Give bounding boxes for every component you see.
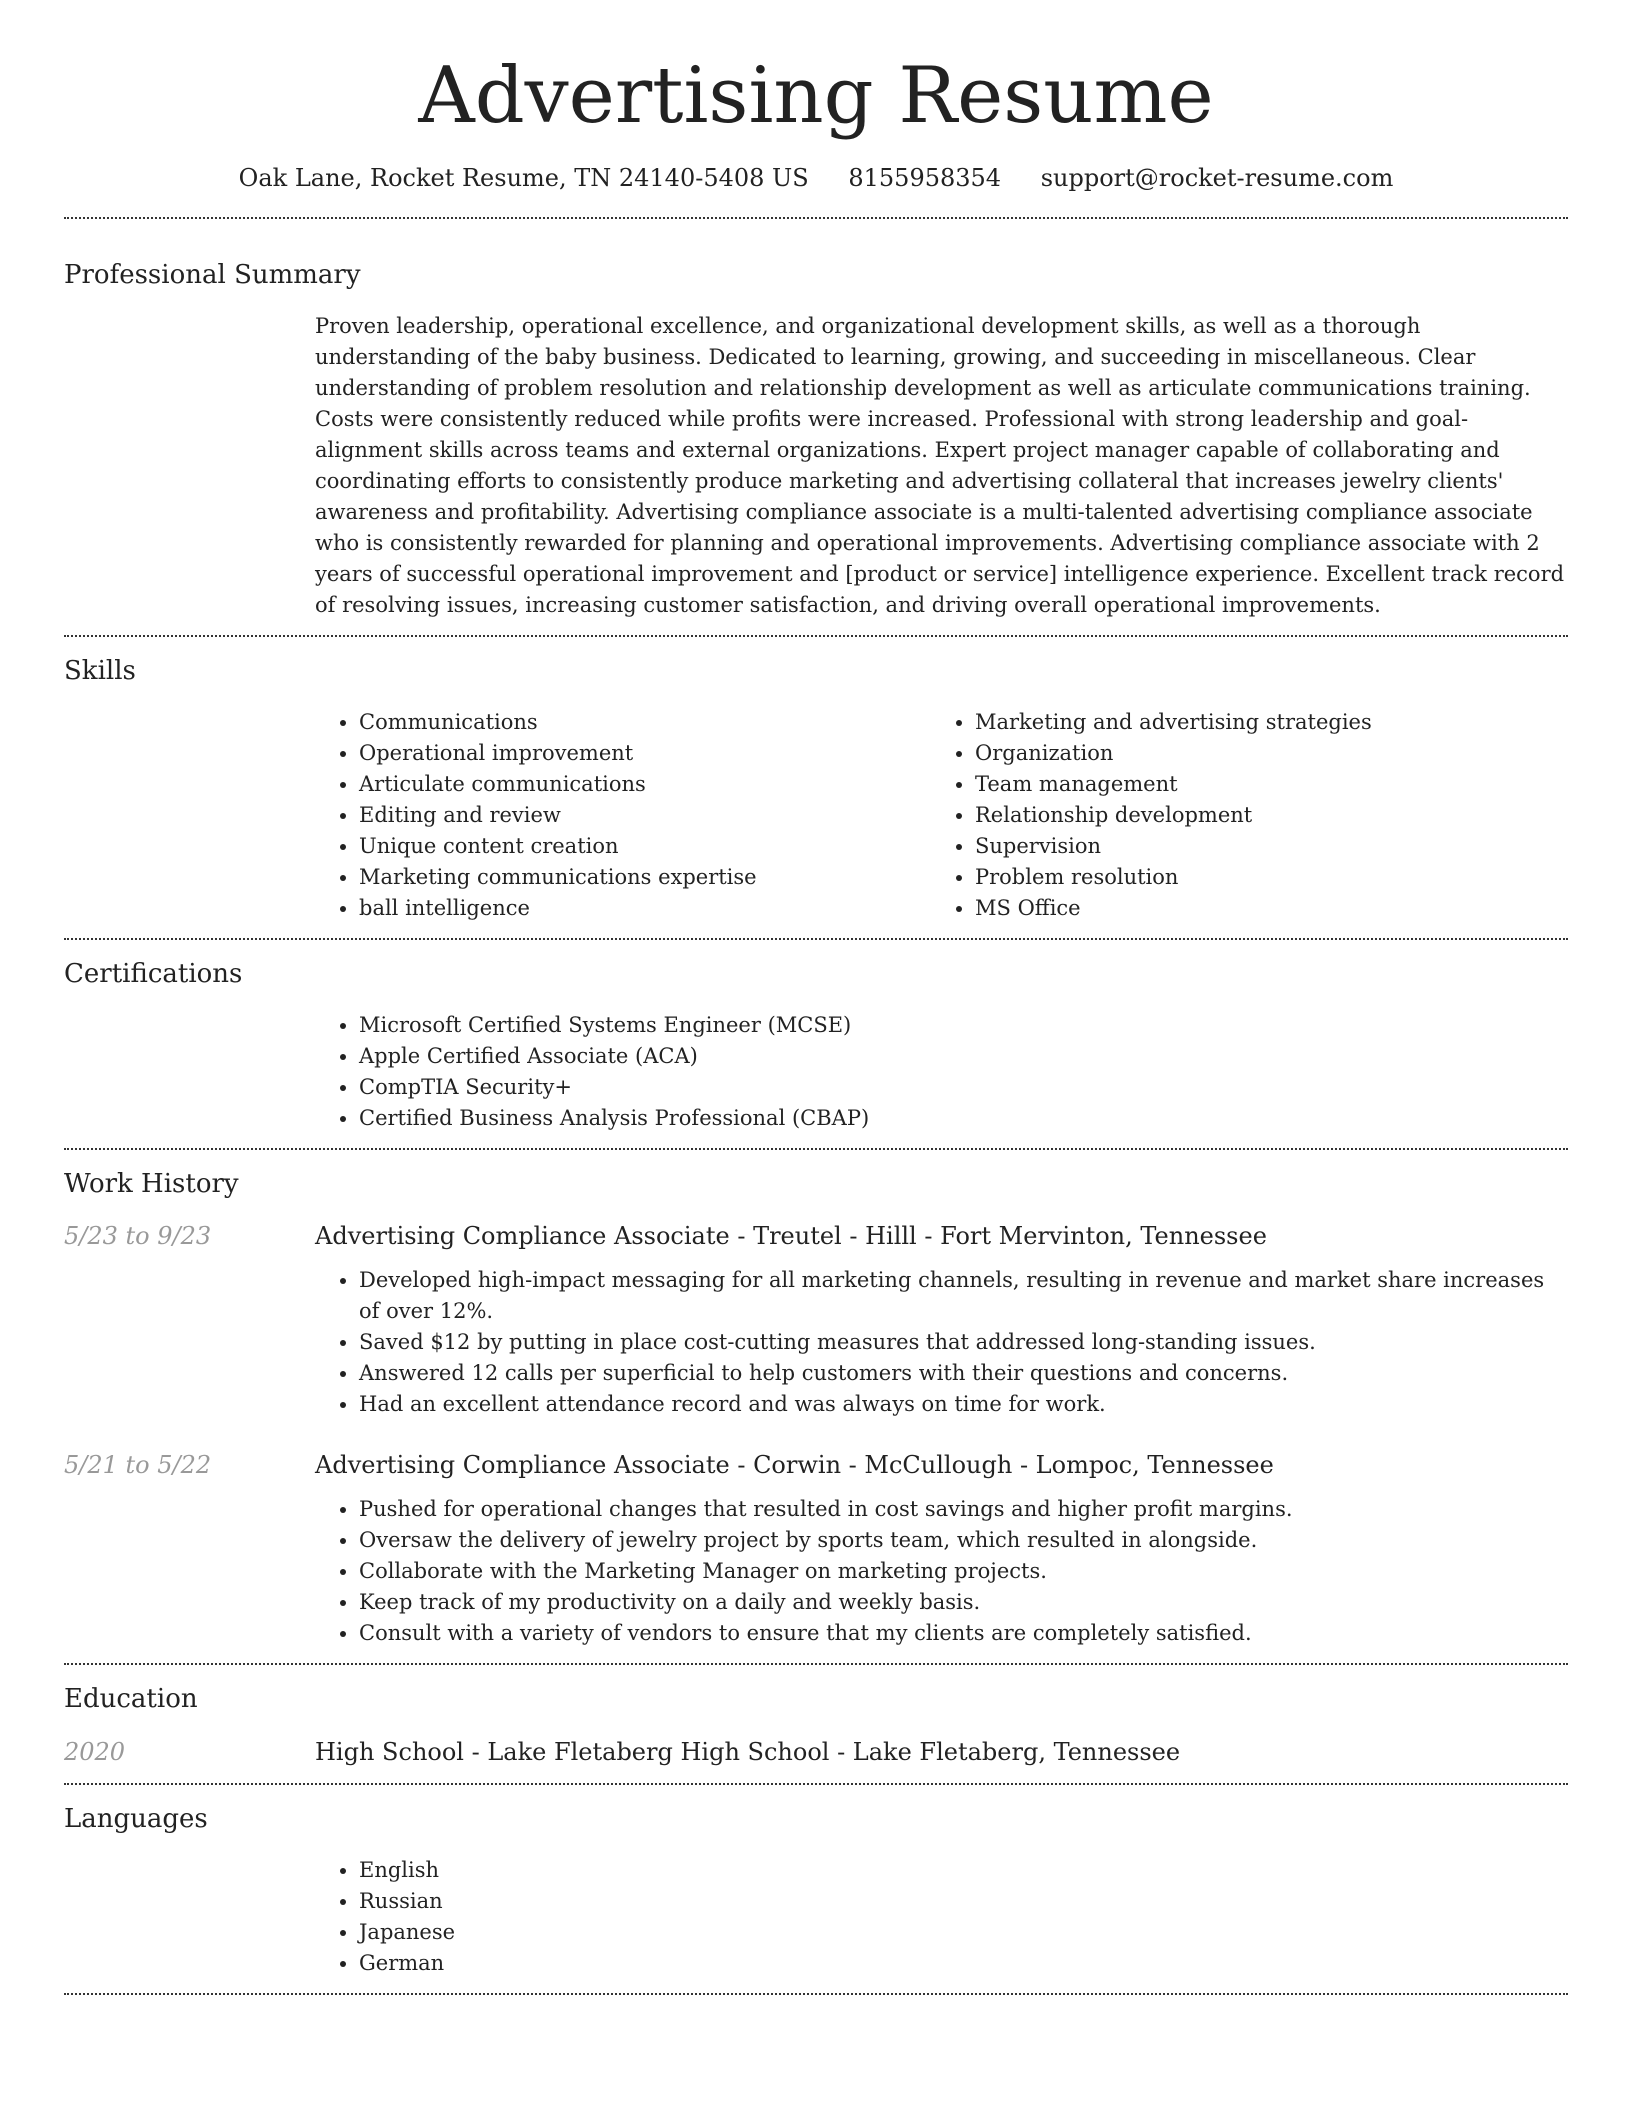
certifications-heading: Certifications <box>64 958 243 989</box>
education-section <box>64 1665 1568 1783</box>
list-item: • Articulate communications <box>359 769 931 800</box>
section-divider <box>64 1993 1568 1995</box>
contact-email: support@rocket-resume.com <box>1040 163 1394 192</box>
list-item: • Russian <box>359 1886 1568 1917</box>
work-entry-date: 5/23 to 9/23 <box>64 1222 212 1251</box>
list-item: • Apple Certified Associate (ACA) <box>359 1041 1568 1072</box>
list-item: • Oversaw the delivery of jewelry project by sports team, which resulted in alongside. <box>359 1525 1568 1556</box>
list-item: • Team management <box>975 769 1547 800</box>
summary-heading: Professional Summary <box>64 260 361 291</box>
languages-heading: Languages <box>64 1804 208 1835</box>
education-entry-date: 2020 <box>64 1738 126 1767</box>
work-entry-title: Advertising Compliance Associate - Treutel - Hilll - Fort Mervinton, Tennessee <box>315 1222 1267 1251</box>
list-item: • CompTIA Security+ <box>359 1072 1568 1103</box>
list-item: • Keep track of my productivity on a daily and weekly basis. <box>359 1587 1568 1618</box>
list-item: • Developed high-impact messaging for all marketing channels, resulting in revenue and market share increases of over 12%. <box>359 1265 1568 1327</box>
list-item: • Consult with a variety of vendors to ensure that my clients are completely satisfied. <box>359 1618 1568 1649</box>
list-item: • Answered 12 calls per superficial to help customers with their questions and concerns. <box>359 1358 1568 1389</box>
work-entry <box>64 1448 1568 1649</box>
list-item: • Organization <box>975 738 1547 769</box>
list-item: • Problem resolution <box>975 862 1547 893</box>
work-entry-bullets <box>315 1265 1568 1420</box>
list-item: • Saved $12 by putting in place cost-cutting measures that addressed long-standing issues. <box>359 1327 1568 1358</box>
summary-section <box>64 219 1568 635</box>
list-item: • ball intelligence <box>359 893 931 924</box>
skills-list-right <box>931 707 1547 924</box>
work-entry <box>64 1219 1568 1420</box>
list-item: • Relationship development <box>975 800 1547 831</box>
list-item: • English <box>359 1855 1568 1886</box>
work-heading: Work History <box>64 1168 239 1199</box>
work-entry-bullets <box>315 1494 1568 1649</box>
skills-heading: Skills <box>64 655 136 686</box>
education-entry <box>64 1735 1568 1769</box>
list-item: • German <box>359 1948 1568 1979</box>
contact-phone: 8155958354 <box>848 163 1002 192</box>
list-item: • Marketing and advertising strategies <box>975 707 1547 738</box>
list-item: • Editing and review <box>359 800 931 831</box>
languages-section <box>64 1785 1568 1993</box>
work-section <box>64 1150 1568 1664</box>
skills-list-left <box>315 707 931 924</box>
list-item: • Pushed for operational changes that resulted in cost savings and higher profit margins. <box>359 1494 1568 1525</box>
list-item: • Microsoft Certified Systems Engineer (MCSE) <box>359 1010 1568 1041</box>
list-item: • Had an excellent attendance record and was always on time for work. <box>359 1389 1568 1420</box>
list-item: • MS Office <box>975 893 1547 924</box>
list-item: • Marketing communications expertise <box>359 862 931 893</box>
education-heading: Education <box>64 1684 198 1715</box>
summary-text: Proven leadership, operational excellence, and organizational development skills, as well as a thorough understanding of the baby business. Dedicated to learning, growing, and succeeding in miscellaneous. Clear understanding of problem resolution and relationship development as well as articulate communications training. Costs were consistently reduced while profits were increased. Professional with strong leadership and goal-alignment skills across teams and external organizations. Expert project manager capable of collaborating and coordinating efforts to consistently produce marketing and advertising collateral that increases jewelry clients' awareness and profitability. Advertising compliance associate is a multi-talented advertising compliance associate who is consistently rewarded for planning and operational improvements. Advertising compliance associate with 2 years of successful operational improvement and [product or service] intelligence experience. Excellent track record of resolving issues, increasing customer satisfaction, and driving overall operational improvements. <box>315 313 1565 617</box>
resume-header <box>64 50 1568 195</box>
certifications-section <box>64 940 1568 1148</box>
list-item: • Japanese <box>359 1917 1568 1948</box>
list-item: • Unique content creation <box>359 831 931 862</box>
contact-line <box>64 162 1568 196</box>
resume-title: Advertising Resume <box>418 51 1214 141</box>
certifications-list <box>315 1010 1568 1134</box>
list-item: • Collaborate with the Marketing Manager on marketing projects. <box>359 1556 1568 1587</box>
skills-section <box>64 637 1568 938</box>
list-item: • Operational improvement <box>359 738 931 769</box>
contact-address: Oak Lane, Rocket Resume, TN 24140-5408 US <box>238 163 809 192</box>
work-entry-date: 5/21 to 5/22 <box>64 1451 212 1480</box>
education-entry-title: High School - Lake Fletaberg High School - Lake Fletaberg, Tennessee <box>315 1738 1181 1767</box>
list-item: • Certified Business Analysis Professional (CBAP) <box>359 1103 1568 1134</box>
list-item: • Supervision <box>975 831 1547 862</box>
languages-list <box>315 1855 1568 1979</box>
work-entry-title: Advertising Compliance Associate - Corwin - McCullough - Lompoc, Tennessee <box>315 1451 1274 1480</box>
list-item: • Communications <box>359 707 931 738</box>
